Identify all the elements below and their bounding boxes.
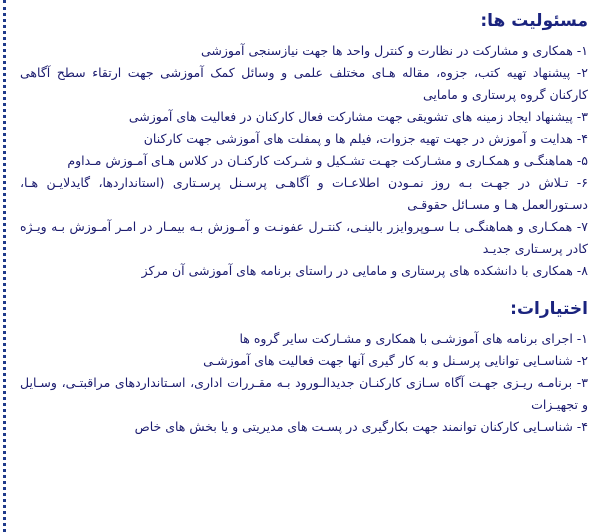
authority-item: ۳- برنامـه ریـزی جهـت آگاه سـازی کارکنـان جدیدالـورود بـه مقـررات اداری، اسـتانداردهای مراقبتـی، وسـایل و تجهیـزات [20, 375, 588, 412]
responsibility-item: ۱- همکاری و مشارکت در نظارت و کنترل واحد ها جهت نیازسنجی آموزشی [200, 43, 588, 58]
responsibility-item: ۸- همکاری با دانشکده های پرستاری و مامایی در راستای برنامه های آموزشی آن مرکز [141, 263, 588, 278]
authorities-list [20, 328, 588, 438]
responsibilities-list [20, 40, 588, 282]
responsibility-item: ۷- همکـاری و هماهنگـی بـا سـوپروایزر بالینـی، کنتـرل عفونـت و آمـوزش بـه بیمـار در امـر آمـوزش بـه ویـژه کادر پرسـتاری جدیـد [20, 219, 588, 256]
dotted-left-border [3, 0, 6, 532]
responsibility-item: ۵- هماهنگـی و همکـاری و مشـارکت جهـت تشـکیل و شـرکت کارکنـان در کلاس هـای آمـوزش مـداوم [67, 153, 588, 168]
authority-item: ۲- شناسـایی توانایی پرسـنل و به کار گیری آنها جهت فعالیت های آموزشـی [203, 353, 588, 368]
authorities-title: اختیارات: [510, 299, 588, 319]
authority-item: ۴- شناسـایی کارکنان توانمند جهت بکارگیری در پسـت های مدیریتی و یا بخش های خاص [134, 419, 588, 434]
responsibilities-title: مسئولیت ها: [480, 11, 588, 31]
responsibility-item: ۳- پیشنهاد ایجاد زمینه های تشویقی جهت مشارکت فعال کارکنان در فعالیت های آموزشی [128, 109, 588, 124]
authority-item: ۱- اجرای برنامه های آموزشـی با همکاری و مشـارکت سایر گروه ها [239, 331, 588, 346]
authorities-section [20, 296, 588, 438]
responsibility-item: ۴- هدایت و آموزش در جهت تهیه جزوات، فیلم ها و پمفلت های آموزشی جهت کارکنان [143, 131, 588, 146]
responsibility-item: ۶- تـلاش در جهـت بـه روز نمـودن اطلاعـات و آگاهـی پرسـنل پرسـتاری (استانداردها، گایدلایـن هـا، دسـتورالعمل هـا و مسـائل حقوقـی [20, 175, 588, 212]
document-content [20, 8, 588, 438]
responsibilities-section [20, 8, 588, 282]
responsibility-item: ۲- پیشنهاد تهیه کتب، جزوه، مقاله هـای مختلف علمی و وسائل کمک آموزشی جهت ارتقاء سطح آگاهی کارکنان گروه پرستاری و مامایی [20, 65, 588, 102]
